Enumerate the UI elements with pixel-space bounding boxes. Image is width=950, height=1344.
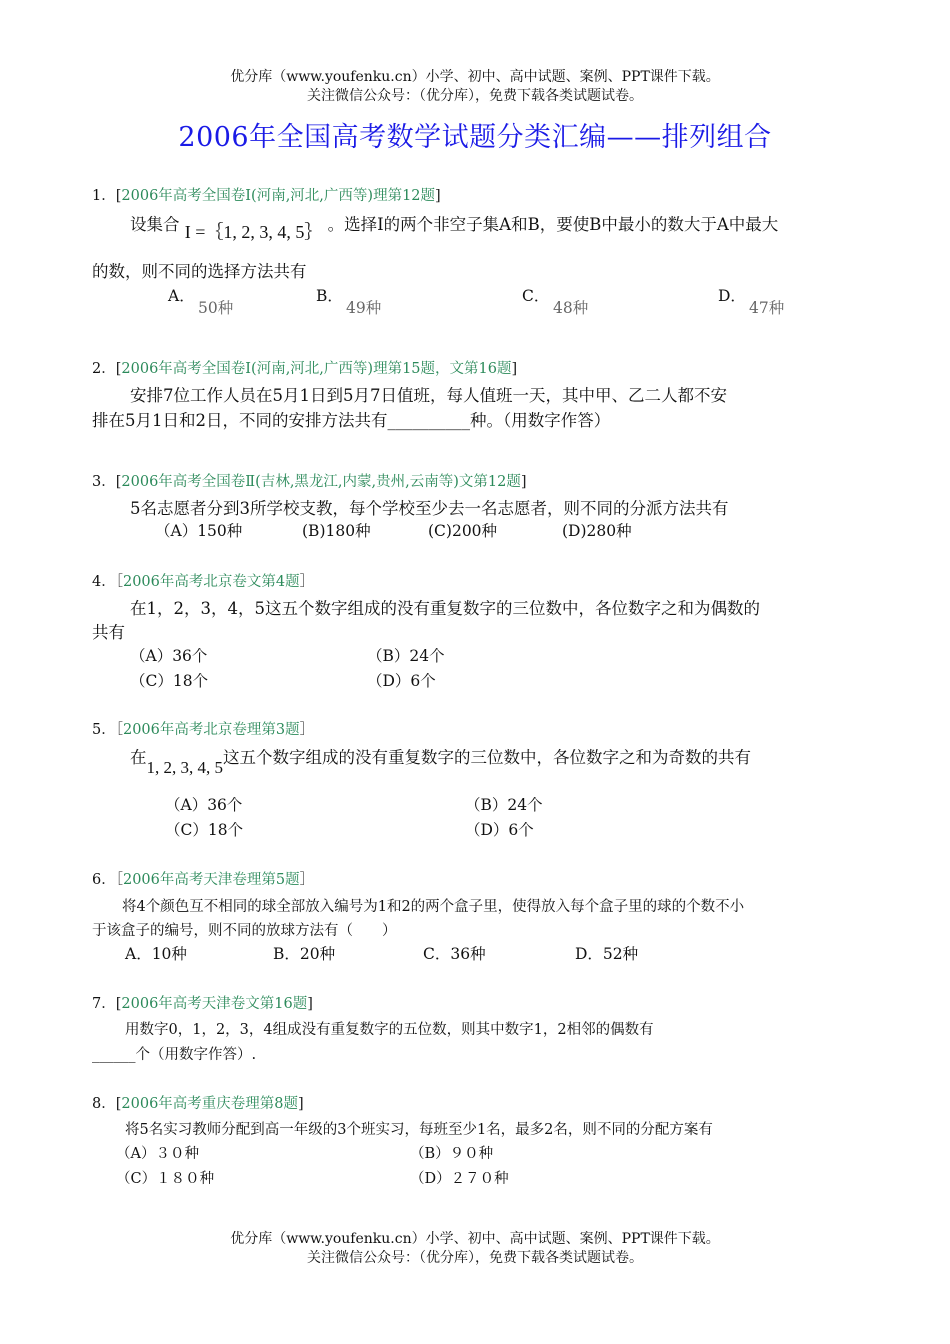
question-6-option-a: A．10种 xyxy=(125,945,187,963)
question-6-header: 6．［2006年高考天津卷理第5题］ xyxy=(92,872,315,888)
question-8-source: 2006年高考重庆卷理第8题 xyxy=(121,1096,299,1112)
question-1-option-d-value: 47种 xyxy=(749,299,785,317)
question-4-option-c: （C）18个 xyxy=(130,672,209,690)
question-4-option-a: （A）36个 xyxy=(130,647,208,665)
question-1-option-d-letter: D． xyxy=(718,287,746,305)
question-1-header: 1．[2006年高考全国卷Ⅰ(河南,河北,广西等)理第12题] xyxy=(92,188,441,204)
question-4-line-2: 共有 xyxy=(92,623,125,642)
question-6-option-b: B．20种 xyxy=(273,945,336,963)
question-4-option-b: （B）24个 xyxy=(367,647,445,665)
question-8-option-b: （B）９０种 xyxy=(410,1146,494,1162)
question-5-formula: 1, 2, 3, 4, 5 xyxy=(146,758,223,777)
question-7-header: 7．[2006年高考天津卷文第16题] xyxy=(92,996,313,1012)
question-8-header: 8．[2006年高考重庆卷理第8题] xyxy=(92,1096,304,1112)
question-5-option-b: （B）24个 xyxy=(465,796,543,814)
question-3-option-c: (C)200种 xyxy=(428,522,498,540)
question-3-source: 2006年高考全国卷Ⅱ(吉林,黑龙江,内蒙,贵州,云南等)文第12题 xyxy=(121,474,521,490)
question-5-source: 2006年高考北京卷理第3题 xyxy=(122,722,300,738)
question-4-line-1: 在1，2，3，4，5这五个数字组成的没有重复数字的三位数中，各位数字之和为偶数的 xyxy=(130,599,760,618)
question-2-header: 2．[2006年高考全国卷Ⅰ(河南,河北,广西等)理第15题，文第16题] xyxy=(92,361,518,377)
question-3-option-b: (B)180种 xyxy=(302,522,371,540)
question-6-option-d: D．52种 xyxy=(575,945,639,963)
footer-line-2: 关注微信公众号：（优分库），免费下载各类试题试卷。 xyxy=(307,1250,643,1266)
question-6-line-2: 于该盒子的编号，则不同的放球方法有（ ） xyxy=(92,923,397,939)
question-8-line-1: 将5名实习教师分配到高一年级的3个班实习，每班至少1名，最多2名，则不同的分配方案有 xyxy=(125,1122,713,1138)
question-1-set-formula: I =｛1, 2, 3, 4, 5｝ xyxy=(184,222,323,242)
question-1-option-a-letter: A． xyxy=(168,287,195,305)
question-4-option-d: （D）6个 xyxy=(367,672,436,690)
question-1-source: 2006年高考全国卷Ⅰ(河南,河北,广西等)理第12题 xyxy=(121,188,436,204)
question-6-source: 2006年高考天津卷理第5题 xyxy=(122,872,300,888)
question-6-line-1: 将4个颜色互不相同的球全部放入编号为1和2的两个盒子里，使得放入每个盒子里的球的个数不小 xyxy=(122,899,745,915)
header-line-1: 优分库（www.youfenku.cn）小学、初中、高中试题、案例、PPT课件下载。 xyxy=(230,69,720,85)
question-1-option-a-value: 50种 xyxy=(198,299,234,317)
page-title: 2006年全国高考数学试题分类汇编——排列组合 xyxy=(178,122,772,153)
question-3-option-d: (D)280种 xyxy=(562,522,632,540)
question-1-option-c-letter: C． xyxy=(522,287,550,305)
footer-line-1: 优分库（www.youfenku.cn）小学、初中、高中试题、案例、PPT课件下载。 xyxy=(230,1231,720,1247)
header-line-2: 关注微信公众号：（优分库），免费下载各类试题试卷。 xyxy=(307,88,643,104)
question-3-header: 3．[2006年高考全国卷Ⅱ(吉林,黑龙江,内蒙,贵州,云南等)文第12题] xyxy=(92,474,527,490)
question-1-line-1: 设集合 I =｛1, 2, 3, 4, 5｝ 。选择Ⅰ的两个非空子集A和B，要使B中最小的数大于A中最大 xyxy=(130,215,779,242)
question-7-line-2: ______个（用数字作答）. xyxy=(92,1047,257,1063)
question-5-option-d: （D）6个 xyxy=(465,821,534,839)
question-5-option-c: （C）18个 xyxy=(165,821,244,839)
question-1-line-2: 的数，则不同的选择方法共有 xyxy=(92,262,307,281)
question-2-line-2: 排在5月1日和2日，不同的安排方法共有__________种。（用数字作答） xyxy=(92,411,611,430)
question-4-header: 4．［2006年高考北京卷文第4题］ xyxy=(92,574,315,590)
question-4-source: 2006年高考北京卷文第4题 xyxy=(122,574,300,590)
question-1-option-b-letter: B． xyxy=(316,287,343,305)
question-5-header: 5．［2006年高考北京卷理第3题］ xyxy=(92,722,315,738)
question-5-option-a: （A）36个 xyxy=(165,796,243,814)
question-8-option-d: （D）２７０种 xyxy=(410,1171,509,1187)
question-6-option-c: C．36种 xyxy=(423,945,486,963)
question-7-line-1: 用数字0，1，2，3，4组成没有重复数字的五位数，则其中数字1，2相邻的偶数有 xyxy=(125,1022,654,1038)
question-1-option-c-value: 48种 xyxy=(553,299,589,317)
question-1-option-b-value: 49种 xyxy=(346,299,382,317)
question-2-line-1: 安排7位工作人员在5月1日到5月7日值班，每人值班一天，其中甲、乙二人都不安 xyxy=(130,386,727,405)
question-8-option-c: （C）１８０种 xyxy=(116,1171,215,1187)
question-8-option-a: （A）３０种 xyxy=(116,1146,199,1162)
question-2-source: 2006年高考全国卷Ⅰ(河南,河北,广西等)理第15题，文第16题 xyxy=(121,361,512,377)
question-7-source: 2006年高考天津卷文第16题 xyxy=(121,996,308,1012)
question-3-option-a: （A）150种 xyxy=(155,522,243,540)
question-5-line-1: 在1, 2, 3, 4, 5这五个数字组成的没有重复数字的三位数中，各位数字之和为奇数的共有 xyxy=(130,748,751,777)
question-3-line-1: 5名志愿者分到3所学校支教，每个学校至少去一名志愿者，则不同的分派方法共有 xyxy=(130,499,729,518)
